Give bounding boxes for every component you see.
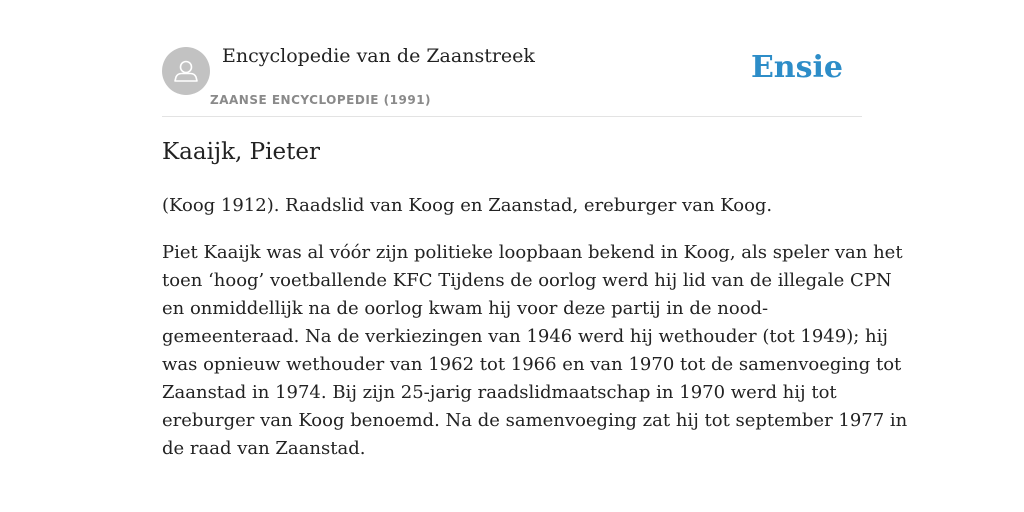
entry-body xyxy=(162,239,908,463)
entry-title: Kaaijk, Pieter xyxy=(162,139,320,165)
body-line: toen ‘hoog’ voetballende KFC Tijdens de oorlog werd hij lid van de illegale CPN xyxy=(162,270,892,291)
body-line: Piet Kaaijk was al vóór zijn politieke loopbaan bekend in Koog, als speler van het xyxy=(162,242,903,263)
source-subtitle: ZAANSE ENCYCLOPEDIE (1991) xyxy=(210,93,432,107)
ensie-logo-link[interactable]: Ensie xyxy=(750,50,843,85)
body-line: was opnieuw wethouder van 1962 tot 1966 en van 1970 tot de samenvoeging tot xyxy=(162,354,902,375)
source-avatar[interactable] xyxy=(162,47,210,95)
body-line: gemeenteraad. Na de verkiezingen van 1946 werd hij wethouder (tot 1949); hij xyxy=(162,326,888,347)
body-line: Zaanstad in 1974. Bij zijn 25-jarig raadslidmaatschap in 1970 werd hij tot xyxy=(162,382,837,403)
body-line: ereburger van Koog benoemd. Na de samenvoeging zat hij tot september 1977 in xyxy=(162,410,908,431)
body-line: en onmiddellijk na de oorlog kwam hij voor deze partij in de nood- xyxy=(162,298,769,319)
source-header xyxy=(162,0,862,117)
source-title[interactable]: Encyclopedie van de Zaanstreek xyxy=(222,45,535,67)
user-icon xyxy=(162,47,210,95)
entry-intro: (Koog 1912). Raadslid van Koog en Zaanstad, ereburger van Koog. xyxy=(162,195,773,216)
body-line: de raad van Zaanstad. xyxy=(162,438,366,459)
page xyxy=(162,0,908,459)
